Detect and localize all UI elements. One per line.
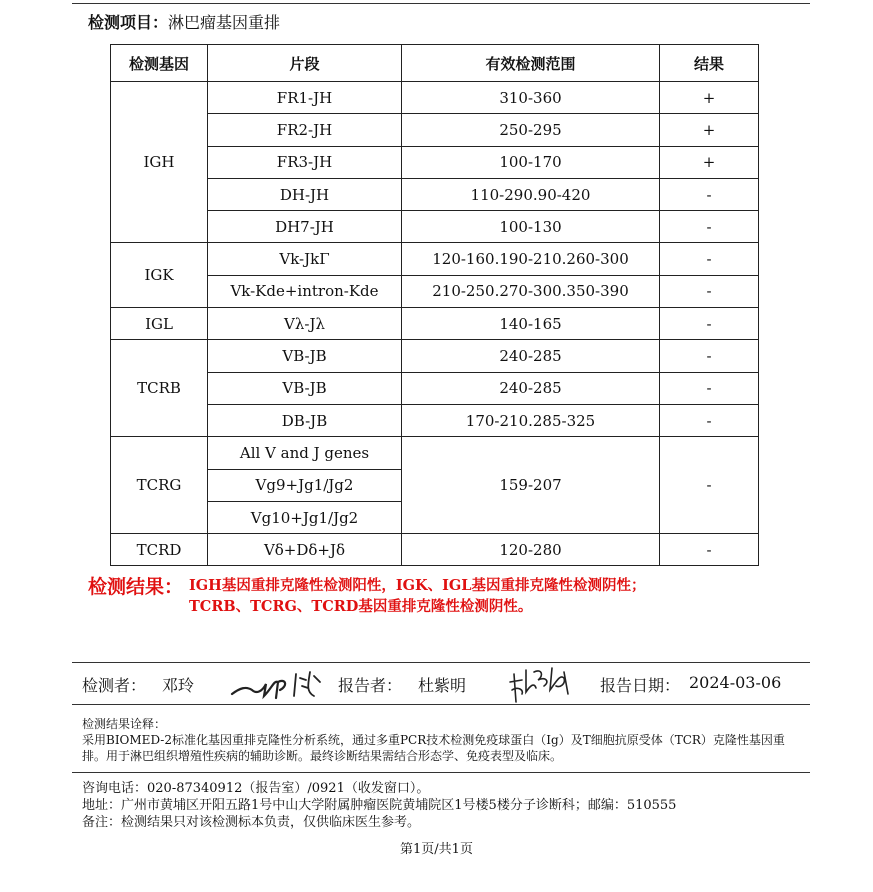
result-cell: + bbox=[660, 114, 759, 146]
contact-address: 地址：广州市黄埔区开阳五路1号中山大学附属肿瘤医院黄埔院区1号楼5楼分子诊断科；邮编：510555 bbox=[82, 798, 677, 813]
header-result: 结果 bbox=[660, 45, 759, 82]
segment-cell: All V and J genes bbox=[208, 437, 402, 469]
range-cell: 170-210.285-325 bbox=[402, 404, 660, 436]
top-rule bbox=[72, 3, 810, 4]
header-gene: 检测基因 bbox=[111, 45, 208, 82]
range-cell: 120-160.190-210.260-300 bbox=[402, 243, 660, 275]
contact-phone: 咨询电话：020-87340912（报告室）/0921（收发窗口）。 bbox=[82, 781, 430, 796]
result-cell: + bbox=[660, 146, 759, 178]
table-row bbox=[111, 404, 759, 436]
segment-cell: Vk-Kde+intron-Kde bbox=[208, 275, 402, 307]
segment-cell: Vg10+Jg1/Jg2 bbox=[208, 501, 402, 533]
segment-cell: Vδ+Dδ+Jδ bbox=[208, 534, 402, 566]
tester-label: 检测者： bbox=[82, 676, 147, 695]
gene-cell-igl: IGL bbox=[111, 308, 208, 340]
signature-top-rule bbox=[72, 662, 810, 663]
table-row bbox=[111, 437, 759, 469]
result-cell: - bbox=[660, 308, 759, 340]
range-cell: 159-207 bbox=[402, 437, 660, 534]
gene-cell-igh: IGH bbox=[111, 82, 208, 243]
segment-cell: DH7-JH bbox=[208, 211, 402, 243]
range-cell: 250-295 bbox=[402, 114, 660, 146]
explanation-title: 检测结果诠释： bbox=[82, 717, 167, 731]
segment-cell: VB-JB bbox=[208, 340, 402, 372]
gene-cell-tcrb: TCRB bbox=[111, 340, 208, 437]
table-row bbox=[111, 211, 759, 243]
segment-cell: FR2-JH bbox=[208, 114, 402, 146]
table-row bbox=[111, 308, 759, 340]
range-cell: 240-285 bbox=[402, 372, 660, 404]
reporter-label: 报告者： bbox=[338, 676, 403, 695]
segment-cell: DH-JH bbox=[208, 178, 402, 210]
result-cell: - bbox=[660, 534, 759, 566]
table-row bbox=[111, 534, 759, 566]
reporter-signature-icon bbox=[508, 664, 572, 704]
segment-cell: DB-JB bbox=[208, 404, 402, 436]
result-cell: - bbox=[660, 404, 759, 436]
segment-cell: FR1-JH bbox=[208, 82, 402, 114]
table-row bbox=[111, 146, 759, 178]
project-label: 检测项目： bbox=[88, 13, 169, 32]
project-line bbox=[88, 10, 280, 33]
date-label: 报告日期： bbox=[600, 676, 681, 695]
header-segment: 片段 bbox=[208, 45, 402, 82]
table-row bbox=[111, 114, 759, 146]
segment-cell: Vg9+Jg1/Jg2 bbox=[208, 469, 402, 501]
contact-block bbox=[82, 780, 802, 831]
explanation-bottom-rule bbox=[72, 772, 810, 773]
range-cell: 140-165 bbox=[402, 308, 660, 340]
page-number: 第1页/共1页 bbox=[400, 842, 473, 857]
result-line-2: TCRB、TCRG、TCRD基因重排克隆性检测阴性。 bbox=[189, 598, 533, 615]
table-row bbox=[111, 275, 759, 307]
result-cell: - bbox=[660, 211, 759, 243]
range-cell: 240-285 bbox=[402, 340, 660, 372]
result-cell: - bbox=[660, 178, 759, 210]
range-cell: 110-290.90-420 bbox=[402, 178, 660, 210]
tester-signature-icon bbox=[228, 666, 328, 702]
signature-bottom-rule bbox=[72, 704, 810, 705]
range-cell: 100-130 bbox=[402, 211, 660, 243]
gene-cell-tcrg: TCRG bbox=[111, 437, 208, 534]
contact-note: 备注：检测结果只对该检测标本负责，仅供临床医生参考。 bbox=[82, 815, 421, 830]
result-cell: - bbox=[660, 243, 759, 275]
range-cell: 310-360 bbox=[402, 82, 660, 114]
table-header-row bbox=[111, 45, 759, 82]
result-cell: - bbox=[660, 340, 759, 372]
result-label: 检测结果： bbox=[88, 576, 184, 598]
gene-cell-tcrd: TCRD bbox=[111, 534, 208, 566]
table-row bbox=[111, 82, 759, 114]
result-cell: - bbox=[660, 437, 759, 534]
table-row bbox=[111, 372, 759, 404]
result-cell: - bbox=[660, 275, 759, 307]
table-row bbox=[111, 340, 759, 372]
table-row bbox=[111, 178, 759, 210]
gene-cell-igk: IGK bbox=[111, 243, 208, 308]
range-cell: 120-280 bbox=[402, 534, 660, 566]
tester-name: 邓玲 bbox=[162, 676, 195, 695]
range-cell: 210-250.270-300.350-390 bbox=[402, 275, 660, 307]
explanation-block bbox=[82, 716, 802, 764]
header-range: 有效检测范围 bbox=[402, 45, 660, 82]
table-row bbox=[111, 243, 759, 275]
range-cell: 100-170 bbox=[402, 146, 660, 178]
project-value: 淋巴瘤基因重排 bbox=[168, 13, 281, 32]
result-line-1: IGH基因重排克隆性检测阳性，IGK、IGL基因重排克隆性检测阴性； bbox=[189, 577, 646, 594]
explanation-body: 采用BIOMED-2标准化基因重排克隆性分析系统，通过多重PCR技术检测免疫球蛋白（Ig）及T细胞抗原受体（TCR）克隆性基因重排。用于淋巴组织增殖性疾病的辅助诊断。最终诊断结果需结合形态学、免疫表型及临床。 bbox=[82, 733, 785, 763]
segment-cell: Vλ-Jλ bbox=[208, 308, 402, 340]
segment-cell: VB-JB bbox=[208, 372, 402, 404]
segment-cell: FR3-JH bbox=[208, 146, 402, 178]
segment-cell: Vk-JkΓ bbox=[208, 243, 402, 275]
result-cell: + bbox=[660, 82, 759, 114]
result-cell: - bbox=[660, 372, 759, 404]
report-date: 2024-03-06 bbox=[689, 673, 782, 692]
gene-rearrangement-table bbox=[110, 44, 759, 566]
reporter-name: 杜紫明 bbox=[418, 676, 467, 695]
